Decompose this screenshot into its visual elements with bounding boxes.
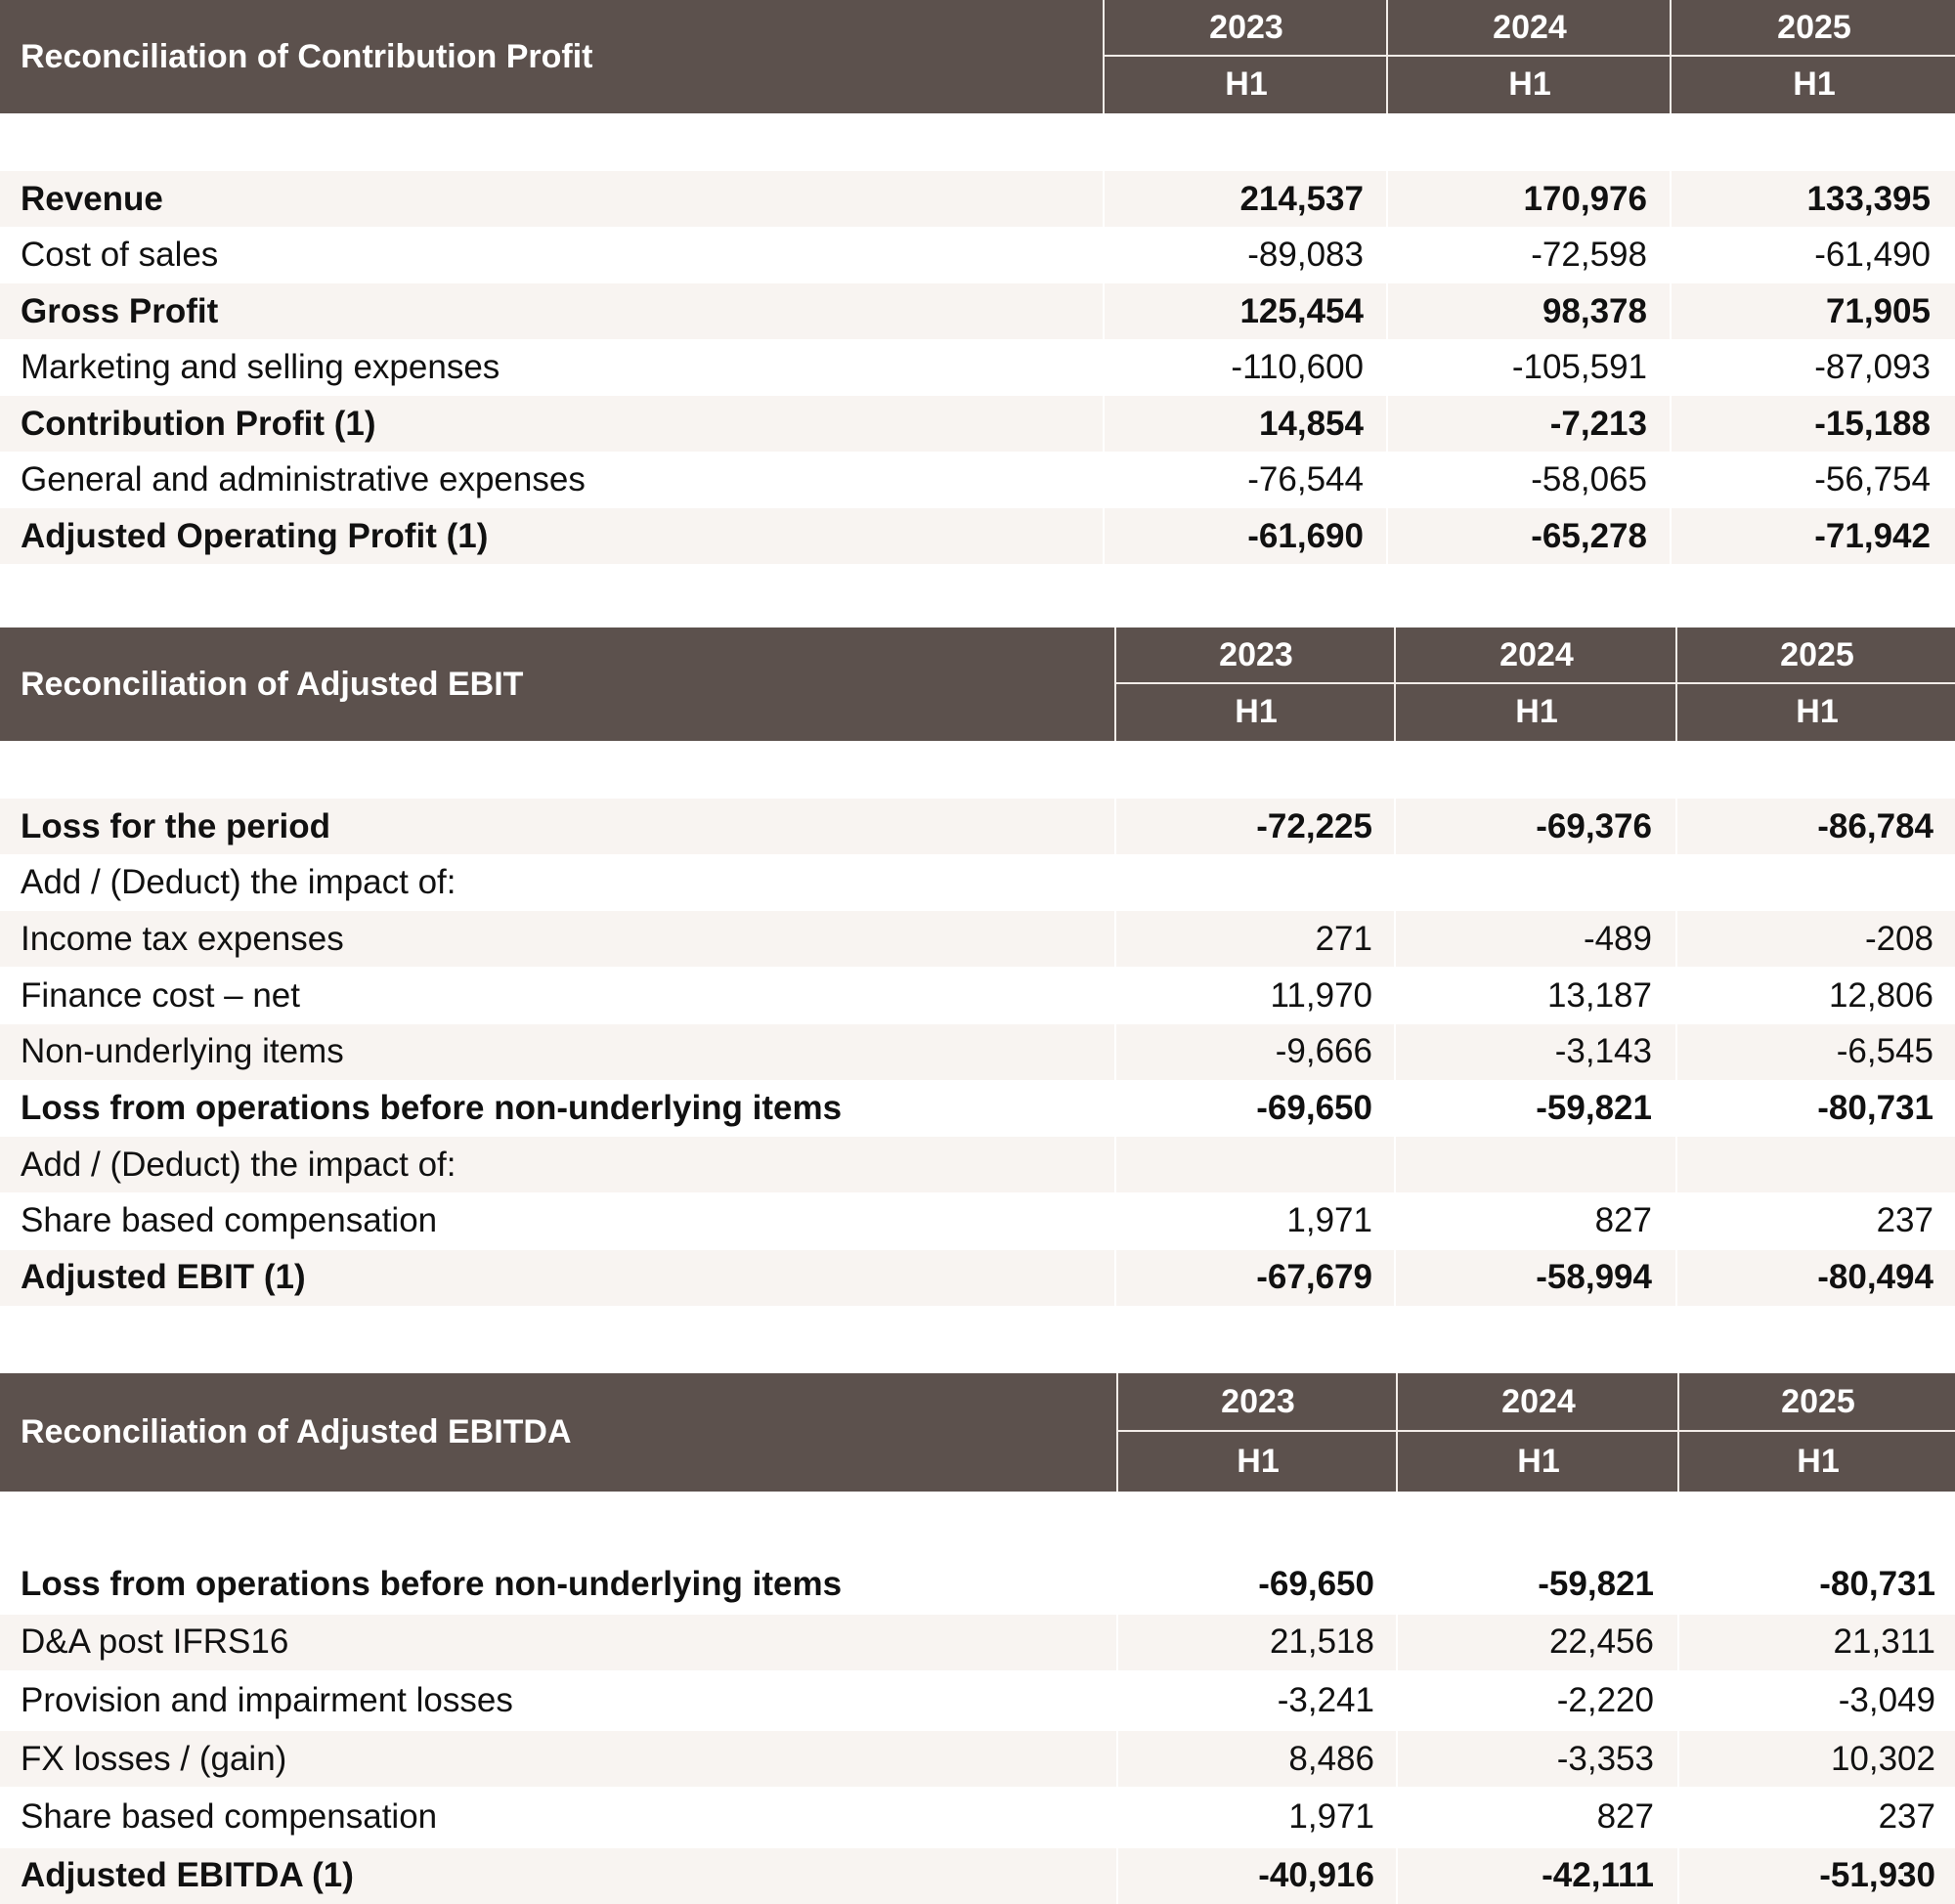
column-period: H1 bbox=[1517, 1442, 1560, 1480]
table-row bbox=[0, 228, 1955, 283]
row-value: -105,591 bbox=[1511, 348, 1647, 386]
row-value: -208 bbox=[1864, 919, 1933, 958]
table-row bbox=[0, 1731, 1955, 1787]
column-divider bbox=[1103, 171, 1105, 227]
column-divider bbox=[1670, 508, 1672, 564]
table-header bbox=[0, 1373, 1955, 1492]
row-value: -3,049 bbox=[1838, 1680, 1935, 1719]
table-header bbox=[0, 0, 1955, 113]
table-title: Reconciliation of Contribution Profit bbox=[21, 37, 593, 75]
table-row bbox=[0, 453, 1955, 508]
table-row bbox=[0, 171, 1955, 227]
table-row bbox=[0, 855, 1955, 911]
column-year: 2025 bbox=[1780, 635, 1854, 673]
row-label: Cost of sales bbox=[21, 236, 219, 274]
row-value: -65,278 bbox=[1531, 516, 1647, 555]
column-divider bbox=[1396, 1615, 1398, 1670]
row-value: 237 bbox=[1878, 1797, 1935, 1837]
column-divider bbox=[1394, 799, 1396, 854]
column-period: H1 bbox=[1515, 692, 1558, 730]
column-2024 bbox=[1396, 1373, 1679, 1492]
row-value: -2,220 bbox=[1556, 1680, 1654, 1719]
row-value: -51,930 bbox=[1819, 1856, 1935, 1894]
row-value: -6,545 bbox=[1836, 1032, 1933, 1071]
row-label: Loss for the period bbox=[21, 806, 330, 845]
row-value: 13,187 bbox=[1546, 975, 1652, 1015]
column-2023 bbox=[1103, 0, 1388, 113]
row-value: -58,065 bbox=[1531, 460, 1647, 498]
row-value: -80,731 bbox=[1817, 1089, 1933, 1127]
row-value: -9,666 bbox=[1275, 1032, 1372, 1071]
row-value: -86,784 bbox=[1817, 806, 1933, 845]
row-value: -59,821 bbox=[1538, 1564, 1654, 1603]
column-divider bbox=[1670, 283, 1672, 339]
table-row bbox=[0, 1250, 1955, 1306]
column-2025 bbox=[1677, 1373, 1955, 1492]
row-value: -489 bbox=[1583, 919, 1652, 958]
row-value: 271 bbox=[1315, 919, 1372, 958]
row-value: 21,311 bbox=[1833, 1623, 1935, 1662]
column-divider bbox=[1670, 171, 1672, 227]
row-label: Loss from operations before non-underlying items bbox=[21, 1564, 843, 1603]
column-2025 bbox=[1670, 0, 1955, 113]
table-contribution-profit bbox=[0, 0, 1955, 567]
column-divider bbox=[1677, 1731, 1679, 1787]
row-value: 22,456 bbox=[1548, 1623, 1654, 1662]
column-divider bbox=[1675, 911, 1677, 967]
table-row bbox=[0, 1137, 1955, 1192]
column-divider bbox=[1114, 911, 1116, 967]
row-label: Add / (Deduct) the impact of: bbox=[21, 1145, 456, 1184]
column-year: 2024 bbox=[1493, 8, 1567, 46]
row-label: Loss from operations before non-underlying items bbox=[21, 1089, 843, 1127]
column-divider bbox=[1114, 799, 1116, 854]
column-divider bbox=[1116, 1848, 1118, 1904]
table-row bbox=[0, 1848, 1955, 1904]
row-label: Contribution Profit (1) bbox=[21, 404, 376, 443]
column-divider bbox=[1675, 1137, 1677, 1192]
row-value: -56,754 bbox=[1814, 460, 1931, 498]
row-label: Finance cost – net bbox=[21, 975, 300, 1015]
column-divider bbox=[1386, 508, 1388, 564]
row-label: General and administrative expenses bbox=[21, 460, 586, 498]
column-divider bbox=[1677, 1615, 1679, 1670]
row-label: FX losses / (gain) bbox=[21, 1739, 287, 1778]
column-period: H1 bbox=[1237, 1442, 1280, 1480]
row-value: 827 bbox=[1594, 1201, 1652, 1240]
row-value: -40,916 bbox=[1258, 1856, 1374, 1894]
column-2024 bbox=[1394, 627, 1677, 741]
row-value: -69,650 bbox=[1256, 1089, 1372, 1127]
row-value: 170,976 bbox=[1523, 179, 1647, 218]
row-value: -80,731 bbox=[1819, 1564, 1935, 1603]
row-value: -3,241 bbox=[1277, 1680, 1374, 1719]
row-value: -42,111 bbox=[1542, 1856, 1654, 1894]
table-row bbox=[0, 1790, 1955, 1845]
table-adjusted-ebitda bbox=[0, 1373, 1955, 1903]
row-value: 12,806 bbox=[1828, 975, 1933, 1015]
column-period: H1 bbox=[1235, 692, 1278, 730]
table-row bbox=[0, 799, 1955, 854]
column-year: 2023 bbox=[1221, 1382, 1295, 1420]
column-divider bbox=[1114, 1137, 1116, 1192]
column-divider bbox=[1386, 283, 1388, 339]
row-value bbox=[1679, 1137, 1933, 1192]
column-divider bbox=[1103, 396, 1105, 452]
row-value: -89,083 bbox=[1247, 236, 1364, 274]
column-divider bbox=[1675, 799, 1677, 854]
column-divider bbox=[1103, 283, 1105, 339]
table-header bbox=[0, 627, 1955, 741]
column-divider bbox=[1386, 171, 1388, 227]
row-label: Income tax expenses bbox=[21, 919, 344, 958]
row-value: -61,490 bbox=[1814, 236, 1931, 274]
column-period: H1 bbox=[1793, 65, 1836, 103]
row-value: 133,395 bbox=[1806, 179, 1931, 218]
row-value bbox=[1398, 1137, 1652, 1192]
column-period: H1 bbox=[1796, 692, 1839, 730]
column-divider bbox=[1670, 396, 1672, 452]
column-year: 2025 bbox=[1781, 1382, 1855, 1420]
row-label: Adjusted EBITDA (1) bbox=[21, 1856, 354, 1894]
row-value: 1,971 bbox=[1286, 1201, 1372, 1240]
table-row bbox=[0, 396, 1955, 452]
row-value: -80,494 bbox=[1817, 1258, 1933, 1297]
row-value: 10,302 bbox=[1830, 1739, 1935, 1778]
column-period: H1 bbox=[1797, 1442, 1840, 1480]
table-row bbox=[0, 1615, 1955, 1670]
column-year: 2023 bbox=[1209, 8, 1283, 46]
row-value: -72,225 bbox=[1256, 806, 1372, 845]
row-value: -3,353 bbox=[1556, 1739, 1654, 1778]
column-year: 2023 bbox=[1219, 635, 1293, 673]
table-adjusted-ebit bbox=[0, 627, 1955, 1312]
column-divider bbox=[1394, 1024, 1396, 1080]
table-row bbox=[0, 968, 1955, 1023]
row-value: -58,994 bbox=[1536, 1258, 1652, 1297]
row-value bbox=[1679, 855, 1933, 911]
row-value bbox=[1398, 855, 1652, 911]
row-value bbox=[1118, 855, 1372, 911]
column-year: 2024 bbox=[1501, 1382, 1576, 1420]
column-2023 bbox=[1114, 627, 1396, 741]
row-label: Share based compensation bbox=[21, 1797, 438, 1837]
row-label: Adjusted Operating Profit (1) bbox=[21, 516, 489, 555]
row-value: -7,213 bbox=[1549, 404, 1647, 443]
column-divider bbox=[1114, 1250, 1116, 1306]
table-row bbox=[0, 508, 1955, 564]
table-row bbox=[0, 283, 1955, 339]
column-divider bbox=[1675, 1024, 1677, 1080]
column-2023 bbox=[1116, 1373, 1398, 1492]
row-label: D&A post IFRS16 bbox=[21, 1623, 289, 1662]
row-label: Provision and impairment losses bbox=[21, 1680, 513, 1719]
row-value: 14,854 bbox=[1258, 404, 1364, 443]
row-label: Revenue bbox=[21, 179, 163, 218]
table-row bbox=[0, 1193, 1955, 1249]
row-value: 237 bbox=[1876, 1201, 1933, 1240]
row-value: -69,376 bbox=[1536, 806, 1652, 845]
row-value: 125,454 bbox=[1239, 291, 1364, 330]
column-divider bbox=[1396, 1731, 1398, 1787]
column-divider bbox=[1675, 1250, 1677, 1306]
row-value: -110,600 bbox=[1231, 348, 1364, 386]
row-value: -72,598 bbox=[1531, 236, 1647, 274]
row-value: -76,544 bbox=[1247, 460, 1364, 498]
row-label: Add / (Deduct) the impact of: bbox=[21, 863, 456, 902]
column-divider bbox=[1386, 396, 1388, 452]
column-divider bbox=[1394, 1250, 1396, 1306]
row-label: Adjusted EBIT (1) bbox=[21, 1258, 306, 1297]
row-value: -87,093 bbox=[1814, 348, 1931, 386]
row-value: 21,518 bbox=[1269, 1623, 1374, 1662]
column-2025 bbox=[1675, 627, 1955, 741]
column-2024 bbox=[1386, 0, 1672, 113]
table-row bbox=[0, 1024, 1955, 1080]
row-value bbox=[1118, 1137, 1372, 1192]
column-divider bbox=[1394, 911, 1396, 967]
row-value: 8,486 bbox=[1288, 1739, 1374, 1778]
column-divider bbox=[1677, 1848, 1679, 1904]
column-divider bbox=[1394, 1137, 1396, 1192]
table-row bbox=[0, 911, 1955, 967]
row-value: 98,378 bbox=[1542, 291, 1647, 330]
column-year: 2024 bbox=[1499, 635, 1574, 673]
column-divider bbox=[1396, 1848, 1398, 1904]
row-value: 214,537 bbox=[1239, 179, 1364, 218]
column-divider bbox=[1116, 1615, 1118, 1670]
row-value: -3,143 bbox=[1554, 1032, 1652, 1071]
column-divider bbox=[1103, 508, 1105, 564]
row-label: Gross Profit bbox=[21, 291, 219, 330]
row-label: Non-underlying items bbox=[21, 1032, 344, 1071]
table-row bbox=[0, 1556, 1955, 1612]
column-divider bbox=[1116, 1731, 1118, 1787]
row-label: Share based compensation bbox=[21, 1201, 438, 1240]
table-title: Reconciliation of Adjusted EBITDA bbox=[21, 1413, 572, 1450]
row-value: -71,942 bbox=[1814, 516, 1931, 555]
column-year: 2025 bbox=[1777, 8, 1851, 46]
column-divider bbox=[1114, 1024, 1116, 1080]
row-value: 1,971 bbox=[1288, 1797, 1374, 1837]
row-value: -59,821 bbox=[1536, 1089, 1652, 1127]
row-value: 827 bbox=[1596, 1797, 1654, 1837]
table-row bbox=[0, 340, 1955, 396]
row-value: -15,188 bbox=[1814, 404, 1931, 443]
row-label: Marketing and selling expenses bbox=[21, 348, 500, 386]
column-period: H1 bbox=[1225, 65, 1268, 103]
row-value: -67,679 bbox=[1256, 1258, 1372, 1297]
column-period: H1 bbox=[1508, 65, 1551, 103]
row-value: 11,970 bbox=[1270, 975, 1372, 1015]
row-value: 71,905 bbox=[1825, 291, 1931, 330]
row-value: -69,650 bbox=[1258, 1564, 1374, 1603]
table-row bbox=[0, 1081, 1955, 1137]
row-value: -61,690 bbox=[1247, 516, 1364, 555]
table-row bbox=[0, 1672, 1955, 1728]
table-title: Reconciliation of Adjusted EBIT bbox=[21, 665, 524, 703]
